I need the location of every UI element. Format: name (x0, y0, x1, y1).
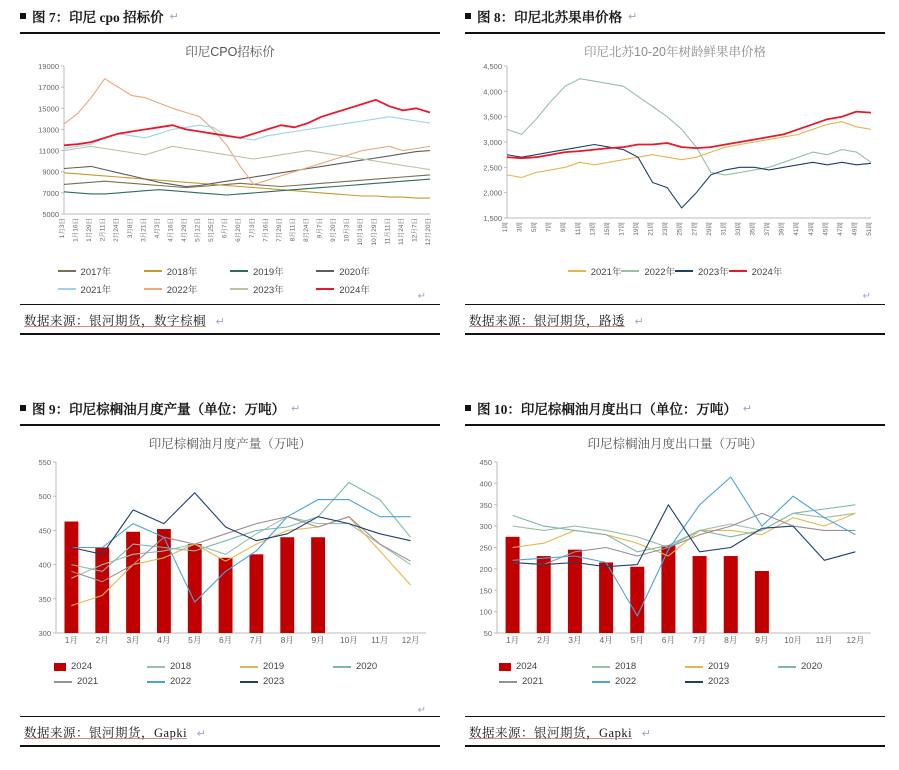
svg-text:2月: 2月 (537, 635, 551, 645)
figure-10-chart-title: 印尼棕榈油月度出口量（万吨） (587, 437, 763, 451)
svg-text:11月: 11月 (815, 635, 833, 645)
legend-swatch (144, 270, 162, 272)
pilcrow-icon: ↵ (634, 316, 645, 328)
svg-text:8月: 8月 (280, 635, 294, 645)
legend-label: 2020 (356, 661, 378, 672)
svg-text:15000: 15000 (38, 104, 59, 114)
svg-text:3月: 3月 (568, 635, 582, 645)
figure-7-source (20, 305, 440, 333)
figure-9-plot (20, 452, 440, 657)
legend-swatch (592, 681, 610, 683)
svg-text:5000: 5000 (42, 210, 59, 219)
legend-swatch (147, 681, 165, 683)
svg-text:100: 100 (479, 607, 492, 617)
pilcrow-icon: ↵ (169, 10, 179, 23)
svg-text:400: 400 (38, 560, 51, 570)
svg-text:13000: 13000 (38, 125, 59, 135)
figure-9-source-text: 数据来源：银河期货，Gapki (24, 726, 188, 740)
divider (465, 333, 885, 335)
legend-label: 2020 (801, 661, 823, 672)
svg-text:3月8日: 3月8日 (126, 218, 134, 239)
legend-swatch (568, 270, 586, 272)
legend-item (316, 264, 402, 278)
legend-swatch (685, 666, 703, 668)
legend-item (592, 661, 685, 672)
figure-9-heading (20, 398, 440, 424)
figure-9-chart (20, 426, 440, 716)
svg-text:9周: 9周 (560, 222, 568, 233)
figure-8-chart (465, 34, 885, 304)
legend-swatch (592, 666, 610, 668)
legend-item (778, 661, 871, 672)
legend-swatch (54, 681, 72, 683)
svg-text:10月16日: 10月16日 (357, 218, 365, 246)
square-bullet-icon (20, 13, 26, 19)
legend-swatch (333, 666, 351, 668)
legend-label: 2021 (522, 676, 544, 687)
svg-text:300: 300 (479, 522, 492, 532)
legend-label: 2021年 (590, 267, 622, 278)
svg-text:35周: 35周 (749, 222, 757, 236)
pilcrow-icon: ↵ (196, 728, 207, 740)
svg-text:43周: 43周 (807, 222, 815, 236)
legend-label: 2021年 (80, 285, 112, 296)
svg-text:12月: 12月 (401, 635, 420, 645)
svg-text:21周: 21周 (647, 222, 655, 236)
svg-text:4月3日: 4月3日 (153, 218, 161, 239)
figure-7-block (20, 6, 440, 335)
svg-text:450: 450 (38, 526, 51, 536)
svg-text:3,500: 3,500 (483, 112, 502, 122)
square-bullet-icon (465, 405, 471, 411)
svg-text:9月7日: 9月7日 (316, 218, 324, 239)
figure-7-heading-text: 图 7：印尼 cpo 招标价 (32, 10, 164, 25)
figure-8-source-text: 数据来源：银河期货，路透 (469, 314, 626, 328)
legend-label: 2022年 (166, 285, 198, 296)
legend-swatch (499, 663, 511, 671)
svg-text:500: 500 (38, 492, 51, 502)
legend-label: 2024年 (751, 267, 783, 278)
svg-text:51周: 51周 (866, 222, 873, 236)
legend-label: 2024 (516, 661, 538, 672)
svg-text:11000: 11000 (38, 146, 59, 156)
svg-text:4月: 4月 (157, 635, 171, 645)
legend-label: 2020年 (339, 267, 370, 278)
legend-label: 2024年 (339, 285, 370, 296)
legend-swatch (316, 270, 334, 272)
square-bullet-icon (465, 13, 471, 19)
legend-item (240, 661, 333, 672)
legend-item (58, 282, 144, 296)
svg-text:5月12日: 5月12日 (194, 218, 202, 242)
figure-9-source (20, 717, 440, 745)
svg-text:10月29日: 10月29日 (370, 218, 378, 246)
svg-text:5月: 5月 (188, 635, 202, 645)
figure-10-legend (465, 657, 885, 689)
svg-text:7周: 7周 (545, 222, 553, 233)
svg-text:27周: 27周 (691, 222, 699, 236)
figure-10-chart (465, 426, 885, 716)
figure-10-heading-text: 图 10：印尼棕榈油月度出口（单位：万吨） (477, 402, 737, 417)
legend-label: 2019年 (253, 267, 284, 278)
pilcrow-icon: ↵ (417, 705, 426, 716)
legend-label: 2019 (708, 661, 730, 672)
svg-text:12月7日: 12月7日 (411, 218, 419, 242)
square-bullet-icon (20, 405, 26, 411)
svg-text:41周: 41周 (793, 222, 801, 236)
legend-label: 2021 (77, 676, 99, 687)
svg-text:33周: 33周 (734, 222, 742, 236)
svg-text:3月21日: 3月21日 (140, 218, 148, 242)
svg-text:31周: 31周 (720, 222, 728, 236)
legend-label: 2022 (170, 676, 192, 687)
svg-text:300: 300 (38, 629, 51, 638)
legend-label: 2022 (615, 676, 637, 687)
svg-text:1月16日: 1月16日 (72, 218, 80, 242)
svg-text:6月: 6月 (218, 635, 233, 645)
legend-label: 2022年 (644, 267, 675, 278)
legend-label: 2017年 (80, 267, 112, 278)
figure-7-plot (20, 60, 440, 260)
svg-text:350: 350 (479, 500, 492, 510)
pilcrow-icon: ↵ (417, 291, 426, 302)
svg-text:1,500: 1,500 (483, 214, 502, 223)
svg-text:7月29日: 7月29日 (275, 218, 283, 242)
legend-label: 2023 (708, 676, 730, 687)
svg-text:15周: 15周 (603, 222, 611, 236)
figure-8-plot (465, 60, 885, 260)
figure-9-heading-text: 图 9：印尼棕榈油月度产量（单位：万吨） (32, 402, 286, 417)
figure-8-heading-text: 图 8：印尼北苏果串价格 (477, 10, 623, 25)
svg-text:9月20日: 9月20日 (330, 218, 338, 242)
svg-text:11月11日: 11月11日 (384, 218, 392, 245)
svg-text:5月25日: 5月25日 (208, 218, 216, 242)
legend-item (54, 676, 147, 687)
svg-text:4月: 4月 (599, 635, 613, 645)
svg-text:7000: 7000 (42, 188, 59, 198)
legend-label: 2018 (615, 661, 637, 672)
figure-7-chart (20, 34, 440, 304)
svg-text:11月: 11月 (371, 635, 389, 645)
svg-text:1月29日: 1月29日 (86, 218, 94, 242)
legend-item (54, 661, 147, 672)
svg-text:4,000: 4,000 (483, 87, 502, 97)
legend-swatch (230, 270, 248, 272)
svg-text:10月: 10月 (784, 635, 803, 645)
svg-text:6月7日: 6月7日 (221, 218, 229, 239)
figure-10-block (465, 398, 885, 747)
svg-text:3周: 3周 (516, 222, 524, 233)
legend-item (147, 676, 240, 687)
svg-text:19周: 19周 (633, 222, 641, 236)
figure-8-source (465, 305, 885, 333)
legend-item (685, 676, 778, 687)
svg-text:250: 250 (479, 543, 492, 553)
legend-item (333, 661, 426, 672)
figure-8-block (465, 6, 885, 335)
legend-item (58, 264, 144, 278)
legend-item (675, 264, 729, 278)
pilcrow-icon: ↵ (215, 316, 226, 328)
svg-text:9月: 9月 (311, 635, 325, 645)
svg-text:350: 350 (38, 594, 51, 604)
svg-text:2月11日: 2月11日 (99, 218, 107, 242)
legend-item (144, 264, 230, 278)
svg-text:2,000: 2,000 (483, 188, 502, 198)
svg-text:37周: 37周 (764, 222, 772, 236)
svg-text:4月29日: 4月29日 (181, 218, 188, 242)
legend-swatch (621, 270, 639, 272)
figure-7-heading (20, 6, 440, 32)
svg-text:19000: 19000 (38, 62, 59, 71)
svg-text:8月11日: 8月11日 (289, 218, 297, 242)
svg-text:45周: 45周 (822, 222, 830, 236)
legend-label: 2018 (170, 661, 192, 672)
legend-item (499, 676, 592, 687)
figure-8-chart-title: 印尼北苏10-20年树龄鲜果串价格 (584, 45, 766, 59)
legend-item (729, 264, 783, 278)
figure-10-source (465, 717, 885, 745)
svg-text:2月24日: 2月24日 (113, 218, 121, 242)
svg-text:2,500: 2,500 (483, 163, 502, 173)
legend-label: 2023年 (253, 285, 284, 296)
svg-text:1周: 1周 (502, 222, 509, 233)
legend-item (499, 661, 592, 672)
figure-9-chart-title: 印尼棕榈油月度产量（万吨） (148, 437, 312, 451)
svg-text:7月: 7月 (692, 635, 707, 645)
svg-text:25周: 25周 (676, 222, 684, 236)
figure-10-source-text: 数据来源：银河期货，Gapki (469, 726, 633, 740)
svg-text:47周: 47周 (836, 222, 844, 236)
legend-swatch (144, 288, 162, 290)
svg-text:17周: 17周 (618, 222, 626, 236)
legend-swatch (675, 270, 693, 272)
svg-text:1月: 1月 (505, 635, 520, 645)
pilcrow-icon: ↵ (862, 291, 871, 302)
legend-swatch (729, 270, 747, 272)
svg-text:23周: 23周 (662, 222, 670, 236)
legend-label: 2023 (263, 676, 285, 687)
figure-7-legend (20, 260, 440, 298)
legend-item (230, 282, 316, 296)
svg-text:4月16日: 4月16日 (167, 218, 175, 242)
pilcrow-icon: ↵ (641, 728, 652, 740)
svg-text:9月: 9月 (755, 635, 769, 645)
svg-text:5月: 5月 (630, 635, 644, 645)
legend-swatch (316, 288, 334, 290)
svg-text:8月: 8月 (724, 635, 738, 645)
svg-text:6月20日: 6月20日 (235, 218, 243, 242)
figure-8-legend (465, 260, 885, 280)
legend-item (144, 282, 230, 296)
legend-item (621, 264, 675, 278)
legend-swatch (54, 663, 66, 671)
svg-text:1月3日: 1月3日 (59, 218, 66, 239)
svg-text:29周: 29周 (705, 222, 713, 236)
legend-label: 2018年 (166, 267, 198, 278)
legend-swatch (240, 666, 258, 668)
divider (465, 745, 885, 747)
svg-text:9000: 9000 (42, 167, 59, 177)
svg-text:10月3日: 10月3日 (343, 218, 351, 242)
svg-text:7月: 7月 (249, 635, 264, 645)
svg-text:39周: 39周 (778, 222, 786, 236)
legend-item (592, 676, 685, 687)
legend-item (316, 282, 402, 296)
svg-text:6月: 6月 (661, 635, 676, 645)
svg-text:11月24日: 11月24日 (397, 218, 405, 245)
figure-7-chart-title: 印尼CPO招标价 (185, 45, 275, 59)
pilcrow-icon: ↵ (628, 10, 638, 23)
figure-9-legend (20, 657, 440, 689)
svg-text:50: 50 (483, 629, 492, 638)
legend-swatch (230, 288, 248, 290)
svg-text:450: 450 (479, 458, 492, 467)
svg-text:13周: 13周 (589, 222, 597, 236)
svg-text:12月20日: 12月20日 (425, 218, 432, 246)
legend-item (240, 676, 333, 687)
legend-swatch (58, 270, 76, 272)
svg-text:5周: 5周 (531, 222, 539, 233)
svg-text:8月24日: 8月24日 (303, 218, 310, 242)
pilcrow-icon: ↵ (291, 402, 301, 415)
legend-item (147, 661, 240, 672)
legend-item (568, 264, 622, 278)
svg-text:4,500: 4,500 (483, 62, 502, 71)
legend-swatch (685, 681, 703, 683)
svg-text:11周: 11周 (574, 222, 582, 236)
legend-swatch (240, 681, 258, 683)
legend-swatch (778, 666, 796, 668)
svg-text:150: 150 (479, 586, 492, 596)
svg-text:49周: 49周 (851, 222, 859, 236)
divider (20, 333, 440, 335)
legend-label: 2019 (263, 661, 285, 672)
figure-10-plot (465, 452, 885, 657)
svg-text:1月: 1月 (64, 635, 79, 645)
svg-text:2月: 2月 (95, 635, 109, 645)
svg-text:10月: 10月 (339, 635, 358, 645)
svg-text:7月3日: 7月3日 (248, 218, 256, 239)
legend-swatch (147, 666, 165, 668)
legend-swatch (58, 288, 76, 290)
legend-swatch (499, 681, 517, 683)
svg-text:200: 200 (479, 564, 492, 574)
svg-text:17000: 17000 (38, 83, 59, 93)
svg-text:400: 400 (479, 479, 492, 489)
divider (20, 745, 440, 747)
figure-10-heading (465, 398, 885, 424)
legend-item (230, 264, 316, 278)
pilcrow-icon: ↵ (742, 402, 753, 415)
figure-8-heading (465, 6, 885, 32)
svg-text:7月16日: 7月16日 (262, 217, 270, 242)
svg-text:12月: 12月 (846, 635, 865, 645)
figure-9-block (20, 398, 440, 747)
figure-7-source-text: 数据来源：银河期货，数字棕榈 (24, 314, 207, 328)
svg-text:3月: 3月 (126, 635, 140, 645)
legend-label: 2023年 (698, 267, 729, 278)
legend-label: 2024 (71, 661, 93, 672)
svg-text:3,000: 3,000 (483, 138, 502, 147)
svg-text:550: 550 (38, 458, 51, 467)
legend-item (685, 661, 778, 672)
